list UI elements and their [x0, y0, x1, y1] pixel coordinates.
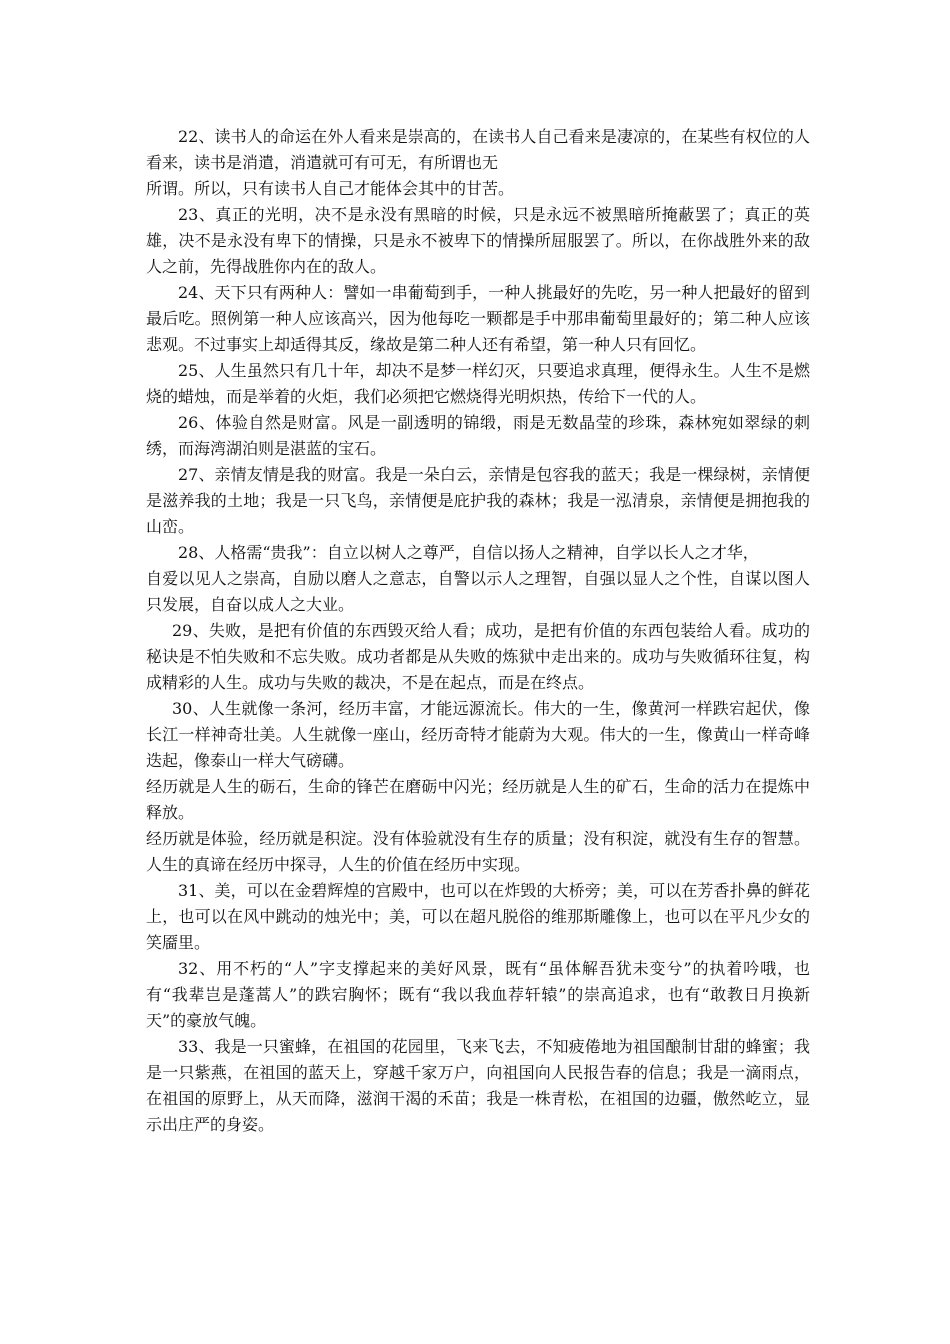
paragraph-23: 23、真正的光明，决不是永没有黑暗的时候，只是永远不被黑暗所掩蔽罢了；真正的英雄，决不是永没有卑下的情操，只是永不被卑下的情操所屈服罢了。所以，在你战胜外来的敌人之前，先得战胜你内在的敌人。: [146, 205, 810, 276]
paragraph-33: 33、我是一只蜜蜂，在祖国的花园里，飞来飞去，不知疲倦地为祖国酿制甘甜的蜂蜜；我是一只紫燕，在祖国的蓝天上，穿越千家万户，向祖国向人民报告春的信息；我是一滴雨点，在祖国的原野上，从天而降，滋润干渴的禾苗；我是一株青松，在祖国的边疆，傲然屹立，显示出庄严的身姿。: [146, 1037, 810, 1134]
paragraph-27: 27、亲情友情是我的财富。我是一朵白云，亲情是包容我的蓝天；我是一棵绿树，亲情便是滋养我的土地；我是一只飞鸟，亲情便是庇护我的森林；我是一泓清泉，亲情便是拥抱我的山峦。: [146, 465, 810, 536]
paragraph-30-experience-1: 经历就是人生的砺石，生命的锋芒在磨砺中闪光；经历就是人生的矿石，生命的活力在提炼中释放。: [146, 777, 810, 822]
paragraph-22-continued: 所谓。所以，只有读书人自己才能体会其中的甘苦。: [146, 179, 515, 198]
paragraph-30-experience-2: 经历就是体验，经历就是积淀。没有体验就没有生存的质量；没有积淀，就没有生存的智慧。人生的真谛在经历中探寻，人生的价值在经历中实现。: [146, 829, 810, 874]
paragraph-29: 29、失败，是把有价值的东西毁灭给人看；成功，是把有价值的东西包装给人看。成功的秘诀是不怕失败和不忘失败。成功者都是从失败的炼狱中走出来的。成功与失败循环往复，构成精彩的人生。成功与失败的裁决，不是在起点，而是在终点。: [146, 621, 810, 692]
paragraph-32: 32、用不朽的“人”字支撑起来的美好风景，既有“虽体解吾犹未变兮”的执着吟哦，也有“我辈岂是蓬蒿人”的跌宕胸怀；既有“我以我血荐轩辕”的崇高追求，也有“敢教日月换新天”的豪放气魄。: [146, 959, 810, 1030]
paragraph-28: 28、人格需“贵我”：自立以树人之尊严，自信以扬人之精神，自学以长人之才华，: [178, 543, 759, 562]
paragraph-31: 31、美，可以在金碧辉煌的宫殿中，也可以在炸毁的大桥旁；美，可以在芳香扑鼻的鲜花上，也可以在风中跳动的烛光中；美，可以在超凡脱俗的维那斯雕像上，也可以在平凡少女的笑靥里。: [146, 881, 810, 952]
paragraph-28-continued: 自爱以见人之崇高，自励以磨人之意志，自警以示人之理智，自强以显人之个性，自谋以图人只发展，自奋以成人之大业。: [146, 569, 810, 614]
paragraph-25: 25、人生虽然只有几十年，却决不是梦一样幻灭，只要追求真理，便得永生。人生不是燃烧的蜡烛，而是举着的火炬，我们必须把它燃烧得光明炽热，传给下一代的人。: [146, 361, 810, 406]
paragraph-26: 26、体验自然是财富。风是一副透明的锦缎，雨是无数晶莹的珍珠，森林宛如翠绿的刺绣，而海湾湖泊则是湛蓝的宝石。: [146, 413, 810, 458]
paragraph-22: 22、读书人的命运在外人看来是崇高的，在读书人自己看来是凄凉的，在某些有权位的人看来，读书是消遣，消遣就可有可无，有所谓也无: [146, 127, 810, 172]
paragraph-30: 30、人生就像一条河，经历丰富，才能远源流长。伟大的一生，像黄河一样跌宕起伏，像长江一样神奇壮美。人生就像一座山，经历奇特才能蔚为大观。伟大的一生，像黄山一样奇峰迭起，像泰山一样大气磅礴。: [146, 699, 810, 770]
paragraph-24: 24、天下只有两种人：譬如一串葡萄到手，一种人挑最好的先吃，另一种人把最好的留到最后吃。照例第一种人应该高兴，因为他每吃一颗都是手中那串葡萄里最好的；第二种人应该悲观。不过事实上却适得其反，缘故是第二种人还有希望，第一种人只有回忆。: [146, 283, 810, 354]
document-body: [146, 124, 810, 1138]
